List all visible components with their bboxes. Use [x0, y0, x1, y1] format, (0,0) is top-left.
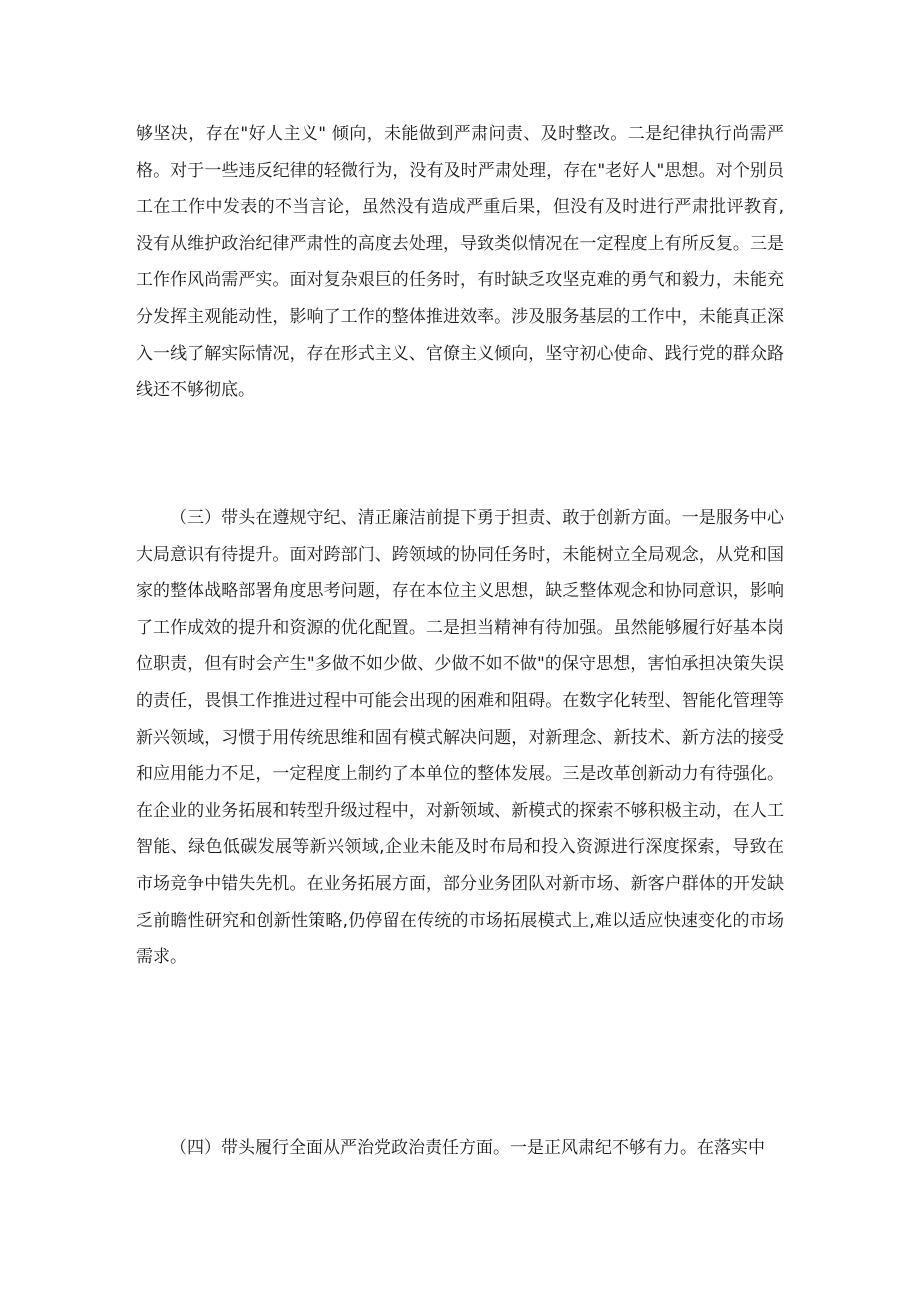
paragraph-section-four: （四）带头履行全面从严治党政治责任方面。一是正风肃纪不够有力。在落实中	[170, 1138, 765, 1158]
paragraph-section-three: （三）带头在遵规守纪、清正廉洁前提下勇于担责、敢于创新方面。一是服务中心大局意识有待提升。面对跨部门、跨领域的协同任务时，未能树立全局观念，从党和国家的整体战略部署角度思考问题，存在本位主义思想，缺乏整体观念和协同意识，影响了工作成效的提升和资源的优化配置。二是担当精神有待加强。虽然能够履行好基本岗位职责，但有时会产生"多做不如少做、少做不如不做"的保守思想，害怕承担决策失误的责任，畏惧工作推进过程中可能会出现的困难和阻碍。在数字化转型、智能化管理等新兴领域，习惯于用传统思维和固有模式解决问题，对新理念、新技术、新方法的接受和应用能力不足，一定程度上制约了本单位的整体发展。三是改革创新动力有待强化。在企业的业务拓展和转型升级过程中，对新领域、新模式的探索不够积极主动，在人工智能、绿色低碳发展等新兴领域,企业未能及时布局和投入资源进行深度探索，导致在市场竞争中错失先机。在业务拓展方面，部分业务团队对新市场、新客户群体的开发缺乏前瞻性研究和创新性策略,仍停留在传统的市场拓展模式上,难以适应快速变化的市场需求。	[136, 508, 784, 968]
paragraph-continuation: 够坚决，存在"好人主义" 倾向，未能做到严肃问责、及时整改。二是纪律执行尚需严格。对于一些违反纪律的轻微行为，没有及时严肃处理，存在"老好人"思想。对个别员工在工作中发表的不当言论，虽然没有造成严重后果，但没有及时进行严肃批评教育,没有从维护政治纪律严肃性的高度去处理，导致类似情况在一定程度上有所反复。三是工作作风尚需严实。面对复杂艰巨的任务时，有时缺乏攻坚克难的勇气和毅力，未能充分发挥主观能动性，影响了工作的整体推进效率。涉及服务基层的工作中，未能真正深入一线了解实际情况，存在形式主义、官僚主义倾向，坚守初心使命、践行党的群众路线还不够彻底。	[136, 124, 784, 401]
